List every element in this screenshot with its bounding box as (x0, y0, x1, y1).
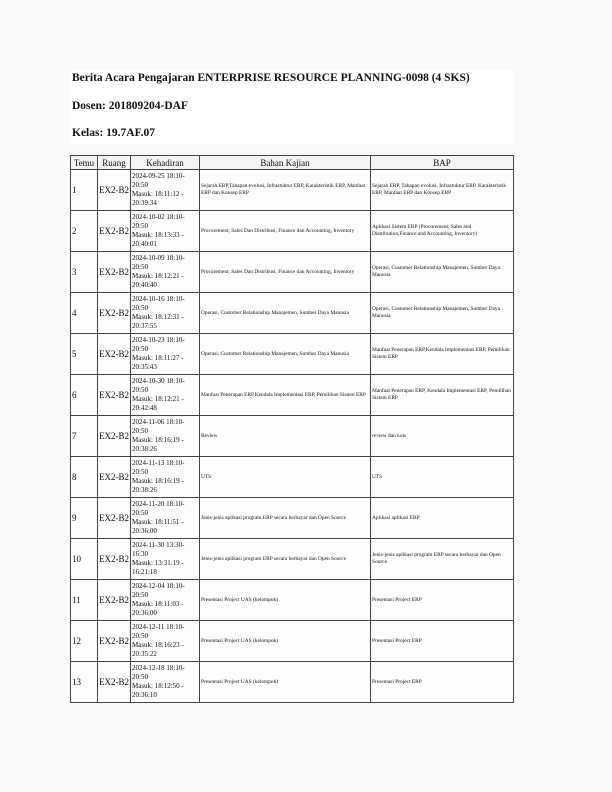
temu-cell-temu-text: 10 (72, 554, 81, 564)
bahan-kajian-cell-bahan-kajian-text: UTS (201, 473, 212, 480)
bahan-kajian-cell (200, 416, 371, 457)
ruang-cell (98, 170, 131, 211)
temu-cell (71, 211, 98, 252)
kehadiran-cell-jadwal-text: 2024-12-11 18:10-20:50 (132, 623, 185, 640)
kehadiran-cell (131, 211, 200, 252)
table-row (71, 252, 514, 293)
bahan-kajian-cell-bahan-kajian-text: Procurement, Sales Dan Distribusi, Finance dan Accounting, Inventory (201, 227, 355, 234)
temu-cell (71, 621, 98, 662)
kehadiran-cell (131, 293, 200, 334)
ruang-cell-ruang-text: EX2-B2 (99, 390, 129, 400)
table-row (71, 293, 514, 334)
temu-cell-temu-text: 1 (72, 185, 77, 195)
column-header-bap: BAP (371, 156, 514, 170)
temu-cell-temu-text: 13 (72, 677, 81, 687)
bap-cell (371, 211, 514, 252)
temu-cell (71, 416, 98, 457)
bahan-kajian-cell-bahan-kajian-text: Jenis-jenis aplikasi program ERP secara berbayar dan Open Source (201, 555, 346, 562)
kehadiran-cell-jadwal-text: 2024-10-16 18:10-20:50 (132, 295, 185, 312)
bap-cell-bap-text: Jenis-jenis aplikasi program ERP secara berbayar dan Open Source (372, 552, 501, 565)
document-header (70, 70, 513, 144)
column-header-kehadiran: Kehadiran (131, 156, 200, 170)
ruang-cell-ruang-text: EX2-B2 (99, 513, 129, 523)
kehadiran-cell-masuk-text: Masuk: 18:12:21 - 20:40:40 (132, 272, 184, 289)
bahan-kajian-cell (200, 211, 371, 252)
ruang-cell-ruang-text: EX2-B2 (99, 431, 129, 441)
kelas-label: Kelas: 19.7AF.07 (72, 127, 155, 139)
temu-cell-temu-text: 6 (72, 390, 77, 400)
bahan-kajian-cell-bahan-kajian-text: Sejarah ERP,Tahapan evolusi, Infrastuktur ERP, Karakteristik ERP, Manfaat ERP dan Konsep ERP (201, 183, 366, 196)
bap-cell-bap-text: Presentasi Project ERP (372, 678, 422, 685)
kehadiran-cell (131, 170, 200, 211)
kehadiran-cell (131, 662, 200, 703)
kehadiran-cell-jadwal-text: 2024-10-30 18:10-20:50 (132, 377, 185, 394)
temu-cell-temu-text: 11 (72, 595, 81, 605)
ruang-cell (98, 416, 131, 457)
bap-cell-bap-text: Presentasi Project ERP (372, 596, 422, 603)
bap-cell-bap-text: Aplikasi Sistem ERP (Procurement, Sales and Distribution,Finance and Accounting, Inventory) (372, 224, 478, 237)
kehadiran-cell (131, 498, 200, 539)
bahan-kajian-cell-bahan-kajian-text: Operasi, Customer Relationship Manajemen, Sumber Daya Manusia (201, 309, 349, 316)
bahan-kajian-cell (200, 457, 371, 498)
bahan-kajian-cell-bahan-kajian-text: Presentasi Project UAS (kelompok) (201, 678, 279, 685)
bahan-kajian-cell (200, 662, 371, 703)
temu-cell-temu-text: 3 (72, 267, 77, 277)
kehadiran-cell-masuk-text: Masuk: 18:11:51 - 20:36:00 (132, 518, 184, 535)
kehadiran-cell-masuk-text: Masuk: 18:13:33 - 20:40:01 (132, 231, 184, 248)
temu-cell (71, 293, 98, 334)
column-header-temu: Temu (71, 156, 98, 170)
kehadiran-cell (131, 252, 200, 293)
table-row (71, 498, 514, 539)
ruang-cell-ruang-text: EX2-B2 (99, 554, 129, 564)
temu-cell (71, 170, 98, 211)
kehadiran-cell-jadwal-text: 2024-11-30 13:30-16:30 (132, 541, 185, 558)
kehadiran-cell-masuk-text: Masuk: 18:12:31 - 20:37:55 (132, 313, 184, 330)
kehadiran-cell (131, 334, 200, 375)
kehadiran-cell-masuk-text: Masuk: 18:11:12 - 20:39:34 (132, 190, 184, 207)
temu-cell-temu-text: 7 (72, 431, 77, 441)
ruang-cell-ruang-text: EX2-B2 (99, 349, 129, 359)
bahan-kajian-cell (200, 580, 371, 621)
column-header-bahan-kajian: Bahan Kajian (200, 156, 371, 170)
kehadiran-cell (131, 539, 200, 580)
kehadiran-cell-jadwal-text: 2024-11-20 18:10-20:50 (132, 500, 185, 517)
table-row (71, 334, 514, 375)
ruang-cell (98, 539, 131, 580)
kehadiran-cell (131, 416, 200, 457)
ruang-cell (98, 252, 131, 293)
kehadiran-cell (131, 621, 200, 662)
kehadiran-cell-jadwal-text: 2024-11-06 18:10-20:50 (132, 418, 185, 435)
temu-cell (71, 252, 98, 293)
bahan-kajian-cell (200, 170, 371, 211)
kehadiran-cell-jadwal-text: 2024-12-04 18:10-20:50 (132, 582, 185, 599)
bap-cell-bap-text: review dan kuis (372, 432, 407, 439)
ruang-cell (98, 621, 131, 662)
table-body (71, 170, 514, 703)
bap-cell (371, 457, 514, 498)
bap-cell (371, 170, 514, 211)
temu-cell-temu-text: 2 (72, 226, 77, 236)
kehadiran-cell-jadwal-text: 2024-11-13 18:10-20:50 (132, 459, 185, 476)
temu-cell-temu-text: 12 (72, 636, 81, 646)
temu-cell-temu-text: 5 (72, 349, 77, 359)
temu-cell-temu-text: 4 (72, 308, 77, 318)
bap-cell-bap-text: Manfaat Penerapan ERP,Kendala Implementasi ERP, Pemilihan Sistem ERP (372, 347, 510, 360)
attendance-table (70, 155, 514, 703)
kehadiran-cell (131, 580, 200, 621)
column-header-ruang: Ruang (98, 156, 131, 170)
bahan-kajian-cell-bahan-kajian-text: Presentasi Project UAS (kelompok) (201, 596, 279, 603)
bap-cell-bap-text: Sejarah ERP, Tahapan evolusi, Infrastuktur ERP, Karakteristik ERP, Manfaat ERP dan Konsep ERP (372, 183, 507, 196)
bap-cell-bap-text: UTS (372, 473, 383, 480)
bap-cell-bap-text: Operasi, Customer Relationship Manajemen, Sumber Daya Manusia (372, 306, 500, 319)
temu-cell (71, 539, 98, 580)
bahan-kajian-cell-bahan-kajian-text: Manfaat Penerapan ERP,Kendala Implementasi ERP, Pemilihan Sistem ERP (201, 391, 366, 398)
bahan-kajian-cell (200, 498, 371, 539)
kehadiran-cell (131, 457, 200, 498)
table-row (71, 170, 514, 211)
bap-cell (371, 621, 514, 662)
kehadiran-cell-masuk-text: Masuk: 18:12:50 - 20:36:10 (132, 682, 184, 699)
bap-cell-bap-text: Operasi, Customer Relationship Manajemen, Sumber Daya Manusia (372, 265, 500, 278)
bap-cell (371, 539, 514, 580)
bap-cell (371, 580, 514, 621)
ruang-cell-ruang-text: EX2-B2 (99, 185, 129, 195)
ruang-cell (98, 498, 131, 539)
temu-cell (71, 498, 98, 539)
bahan-kajian-cell-bahan-kajian-text: Presentasi Project UAS (kelompok) (201, 637, 279, 644)
ruang-cell (98, 334, 131, 375)
bahan-kajian-cell (200, 293, 371, 334)
temu-cell (71, 580, 98, 621)
ruang-cell (98, 662, 131, 703)
bahan-kajian-cell-bahan-kajian-text: Procurement, Sales Dan Distribusi, Finance dan Accounting, Inventory (201, 268, 355, 275)
ruang-cell (98, 293, 131, 334)
kehadiran-cell-masuk-text: Masuk: 13:31:19 - 16:21:18 (132, 559, 184, 576)
table-row (71, 539, 514, 580)
bap-cell (371, 662, 514, 703)
kehadiran-cell-masuk-text: Masuk: 18:16:19 - 20:38:26 (132, 436, 184, 453)
ruang-cell (98, 375, 131, 416)
bahan-kajian-cell (200, 334, 371, 375)
ruang-cell-ruang-text: EX2-B2 (99, 267, 129, 277)
bahan-kajian-cell (200, 539, 371, 580)
table-row (71, 375, 514, 416)
kehadiran-cell-masuk-text: Masuk: 18:12:21 - 20:42:48 (132, 395, 184, 412)
bahan-kajian-cell (200, 375, 371, 416)
bap-cell (371, 293, 514, 334)
table-header-row (71, 156, 514, 170)
table-row (71, 621, 514, 662)
temu-cell-temu-text: 8 (72, 472, 77, 482)
kehadiran-cell-jadwal-text: 2024-12-18 18:10-20:50 (132, 664, 185, 681)
ruang-cell (98, 211, 131, 252)
kehadiran-cell-jadwal-text: 2024-10-23 18:10-20:50 (132, 336, 185, 353)
bap-cell (371, 416, 514, 457)
ruang-cell-ruang-text: EX2-B2 (99, 677, 129, 687)
ruang-cell-ruang-text: EX2-B2 (99, 226, 129, 236)
ruang-cell-ruang-text: EX2-B2 (99, 308, 129, 318)
bahan-kajian-cell (200, 252, 371, 293)
temu-cell (71, 334, 98, 375)
ruang-cell-ruang-text: EX2-B2 (99, 595, 129, 605)
kehadiran-cell-jadwal-text: 2024-09-25 18:10-20:50 (132, 172, 185, 189)
dosen-label: Dosen: 201809204-DAF (72, 100, 188, 112)
temu-cell-temu-text: 9 (72, 513, 77, 523)
bap-cell-bap-text: Presentasi Project ERP (372, 637, 422, 644)
ruang-cell-ruang-text: EX2-B2 (99, 472, 129, 482)
bahan-kajian-cell-bahan-kajian-text: Operasi, Customer Relationship Manajemen, Sumber Daya Manusia (201, 350, 349, 357)
temu-cell (71, 375, 98, 416)
bap-cell-bap-text: Manfaat Penerapan ERP, Kendala Implementasi ERP, Pemilihan Sistem ERP (372, 388, 511, 401)
table-row (71, 662, 514, 703)
kehadiran-cell-jadwal-text: 2024-10-02 18:10-20:50 (132, 213, 185, 230)
bahan-kajian-cell-bahan-kajian-text: Review (201, 432, 218, 439)
bap-cell (371, 252, 514, 293)
bap-cell (371, 375, 514, 416)
table-row (71, 211, 514, 252)
temu-cell (71, 457, 98, 498)
bap-cell (371, 334, 514, 375)
kehadiran-cell-masuk-text: Masuk: 18:11:03 - 20:36:00 (132, 600, 184, 617)
bap-cell (371, 498, 514, 539)
kehadiran-cell-masuk-text: Masuk: 18:16:23 - 20:35:22 (132, 641, 184, 658)
kehadiran-cell (131, 375, 200, 416)
kehadiran-cell-masuk-text: Masuk: 18:11:27 - 20:35:43 (132, 354, 184, 371)
kehadiran-cell-jadwal-text: 2024-10-09 18:10-20:50 (132, 254, 185, 271)
kehadiran-cell-masuk-text: Masuk: 18:16:19 - 20:38:26 (132, 477, 184, 494)
table-row (71, 416, 514, 457)
bahan-kajian-cell (200, 621, 371, 662)
ruang-cell (98, 457, 131, 498)
ruang-cell-ruang-text: EX2-B2 (99, 636, 129, 646)
bahan-kajian-cell-bahan-kajian-text: Jenis-jenis aplikasi program ERP secara berbayar dan Open Source (201, 514, 346, 521)
table-row (71, 457, 514, 498)
bap-cell-bap-text: Aplikasi aplikasi ERP (372, 514, 420, 521)
temu-cell (71, 662, 98, 703)
ruang-cell (98, 580, 131, 621)
document-title: Berita Acara Pengajaran ENTERPRISE RESOURCE PLANNING-0098 (4 SKS) (72, 72, 470, 84)
table-row (71, 580, 514, 621)
